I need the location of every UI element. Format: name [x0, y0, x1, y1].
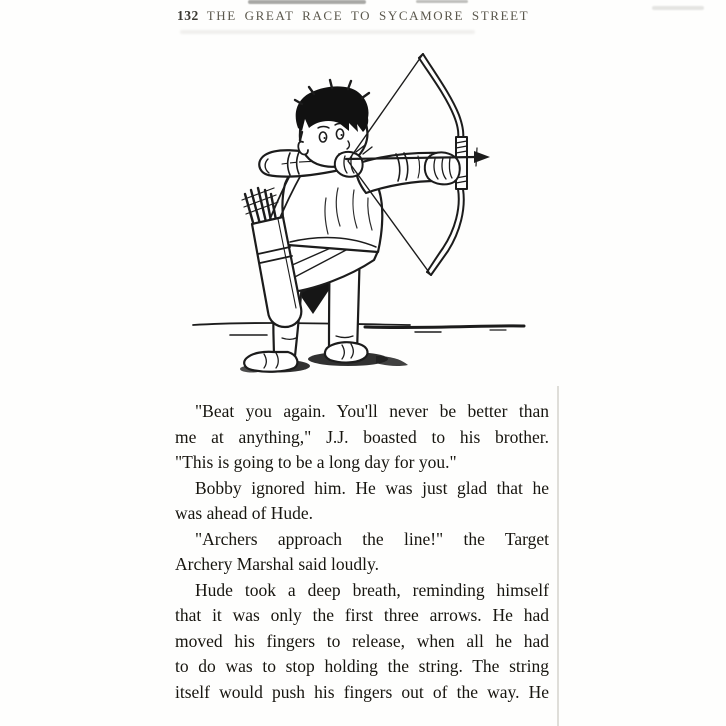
running-header [177, 7, 529, 25]
text-line: "Archers approach the line!" the Target [195, 528, 549, 549]
text-line: was ahead of Hude. [175, 503, 314, 523]
text-line: Archery Marshal said loudly. [175, 554, 379, 574]
text-line: me at anything," J.J. boasted to his brother. [175, 426, 549, 447]
text-line: Hude took a deep breath, reminding himself [195, 579, 549, 600]
text-line: that it was only the first three arrows. He had [175, 605, 549, 625]
string-hand [335, 152, 363, 177]
scan-smudge [652, 6, 704, 10]
text-line: itself would push his fingers out of the way. He [175, 681, 549, 702]
text-line: "Beat you again. You'll never be better than [195, 401, 549, 421]
archer-illustration [190, 48, 530, 400]
book-title: THE GREAT RACE TO SYCAMORE STREET [206, 8, 530, 23]
left-eye [319, 132, 326, 142]
text-line: to do was to stop holding the string. The string [175, 656, 549, 676]
page-edge-line [557, 386, 559, 726]
story-text [175, 399, 549, 705]
right-eye [336, 129, 343, 139]
right-shoe [325, 342, 368, 362]
text-line: Bobby ignored him. He was just glad that he [195, 477, 549, 498]
left-shoe [244, 352, 297, 372]
text-line: moved his fingers to release, when all he had [175, 630, 549, 651]
scan-smudge [248, 0, 366, 4]
scan-smudge [416, 0, 468, 3]
page-number: 132 [177, 8, 199, 23]
archer-illustration-svg [190, 48, 530, 400]
text-line: "This is going to be a long day for you." [175, 452, 457, 472]
scan-smudge [180, 30, 475, 34]
